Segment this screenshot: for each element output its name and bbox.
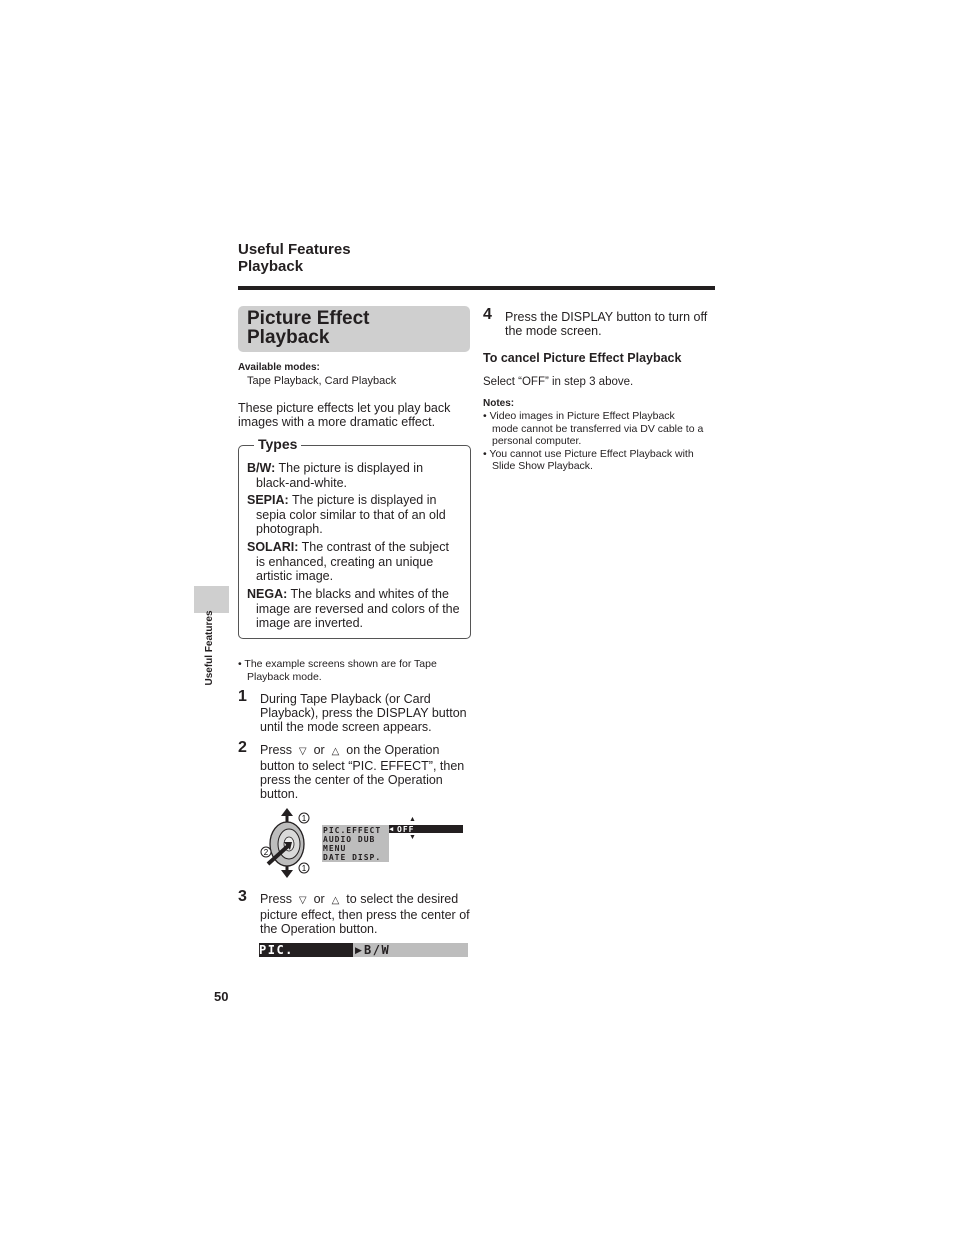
types-label: Types xyxy=(254,436,301,452)
type-item-solari xyxy=(247,540,474,584)
type-desc-line: The picture is displayed in xyxy=(278,461,424,475)
section-title-line-1: Picture Effect xyxy=(247,308,370,329)
step-line: the Operation button. xyxy=(260,922,378,936)
step-word: or xyxy=(313,892,325,906)
callout-1-top xyxy=(298,812,310,824)
step-word: to select the desired xyxy=(346,892,459,906)
osd-effect-value: B/W xyxy=(364,943,391,957)
step-1-number: 1 xyxy=(238,688,247,705)
type-desc-line: photograph. xyxy=(256,522,323,536)
step-line: button to select “PIC. EFFECT”, then xyxy=(260,759,465,773)
intro-text xyxy=(238,401,450,429)
step-line: until the mode screen appears. xyxy=(260,720,432,734)
chapter-subtitle: Playback xyxy=(238,258,304,275)
type-desc-line: black-and-white. xyxy=(256,475,348,490)
chapter-header xyxy=(238,241,351,275)
step-line: the mode screen. xyxy=(505,324,602,338)
example-note-line-2: Playback mode. xyxy=(247,671,322,683)
header-rule xyxy=(238,286,715,290)
type-name: SEPIA: xyxy=(247,493,289,507)
type-desc-line: image are reversed and colors of the xyxy=(256,601,460,616)
note-line: • You cannot use Picture Effect Playback with xyxy=(483,447,694,460)
down-triangle-icon: ▽ xyxy=(298,895,307,906)
osd-effect-label-text: PIC. EFFECT xyxy=(259,943,312,971)
type-name: SOLARI: xyxy=(247,540,299,554)
step-word: on the Operation xyxy=(346,743,440,757)
type-name: B/W: xyxy=(247,461,276,475)
step-word: or xyxy=(313,743,325,757)
type-desc-line: The picture is displayed in xyxy=(291,493,437,507)
example-note xyxy=(238,658,437,684)
type-desc-line: artistic image. xyxy=(256,569,334,583)
type-name: NEGA: xyxy=(247,587,288,601)
step-line: Playback), press the DISPLAY button xyxy=(260,706,467,720)
section-title xyxy=(247,309,369,347)
osd-right-arrow-icon: ▶ xyxy=(355,945,362,955)
modes-value: Tape Playback, Card Playback xyxy=(247,375,397,387)
note-line: Slide Show Playback. xyxy=(492,460,593,472)
type-item-sepia xyxy=(247,493,474,537)
example-note-line-1: • The example screens shown are for Tape xyxy=(238,658,437,670)
osd-menu-item: DATE DISP. xyxy=(323,853,382,862)
type-desc-line: sepia color similar to that of an old xyxy=(256,507,446,522)
type-item-nega xyxy=(247,587,474,631)
step-2-text xyxy=(260,743,464,801)
step-3-text xyxy=(260,892,470,936)
step-word: Press xyxy=(260,892,292,906)
step-line xyxy=(260,743,464,759)
note-line: • Video images in Picture Effect Playback xyxy=(483,410,675,422)
callout-2 xyxy=(260,846,272,858)
step-line: press the center of the Operation xyxy=(260,773,443,787)
step-line: During Tape Playback (or Card xyxy=(260,692,431,706)
type-desc-line: is enhanced, creating an unique xyxy=(256,554,434,569)
step-2-number: 2 xyxy=(238,739,247,756)
side-tab-label: Useful Features xyxy=(204,610,215,686)
callout-number: 2 xyxy=(263,848,269,857)
modes-label: Available modes: xyxy=(238,362,320,373)
cancel-text: Select “OFF” in step 3 above. xyxy=(483,376,634,388)
osd-selected-value: OFF xyxy=(397,825,415,834)
cancel-heading: To cancel Picture Effect Playback xyxy=(483,351,682,365)
osd-effect-label xyxy=(259,943,353,971)
step-line: Press the DISPLAY button to turn off xyxy=(505,310,708,324)
osd-menu-item: MENU xyxy=(323,844,347,853)
down-triangle-icon: ▽ xyxy=(298,746,307,757)
osd-down-arrow-icon: ▼ xyxy=(409,834,416,841)
type-desc-line: The blacks and whites of the xyxy=(290,587,449,601)
type-item-bw xyxy=(247,461,474,490)
intro-line-2: images with a more dramatic effect. xyxy=(238,415,436,429)
notes-label: Notes: xyxy=(483,398,515,409)
step-3-number: 3 xyxy=(238,888,247,905)
step-line: button. xyxy=(260,787,299,801)
step-line xyxy=(260,892,470,908)
callout-number: 1 xyxy=(301,814,307,823)
osd-up-arrow-icon: ▲ xyxy=(409,816,416,823)
type-desc-line: The contrast of the subject xyxy=(301,540,449,554)
note-line: personal computer. xyxy=(492,435,582,447)
note-line: mode cannot be transferred via DV cable to a xyxy=(492,422,704,435)
up-triangle-icon: △ xyxy=(331,895,340,906)
step-4-text xyxy=(505,310,707,338)
type-desc-line: image are inverted. xyxy=(256,616,364,630)
chapter-title: Useful Features xyxy=(238,241,351,258)
page-number: 50 xyxy=(214,989,229,1004)
osd-menu-item: AUDIO DUB xyxy=(323,835,376,844)
osd-menu-item: PIC.EFFECT xyxy=(323,826,382,835)
osd-menu-list xyxy=(323,826,381,862)
step-1-text xyxy=(260,692,467,734)
callout-number: 1 xyxy=(301,864,307,873)
step-word: Press xyxy=(260,743,292,757)
osd-left-arrow-icon: ◀ xyxy=(389,825,395,833)
up-triangle-icon: △ xyxy=(331,746,340,757)
section-title-line-2: Playback xyxy=(247,327,330,348)
step-4-number: 4 xyxy=(483,306,492,323)
step-line: picture effect, then press the center of xyxy=(260,908,470,922)
callout-1-bottom xyxy=(298,862,310,874)
notes-list xyxy=(483,410,703,473)
intro-line-1: These picture effects let you play back xyxy=(238,401,451,415)
